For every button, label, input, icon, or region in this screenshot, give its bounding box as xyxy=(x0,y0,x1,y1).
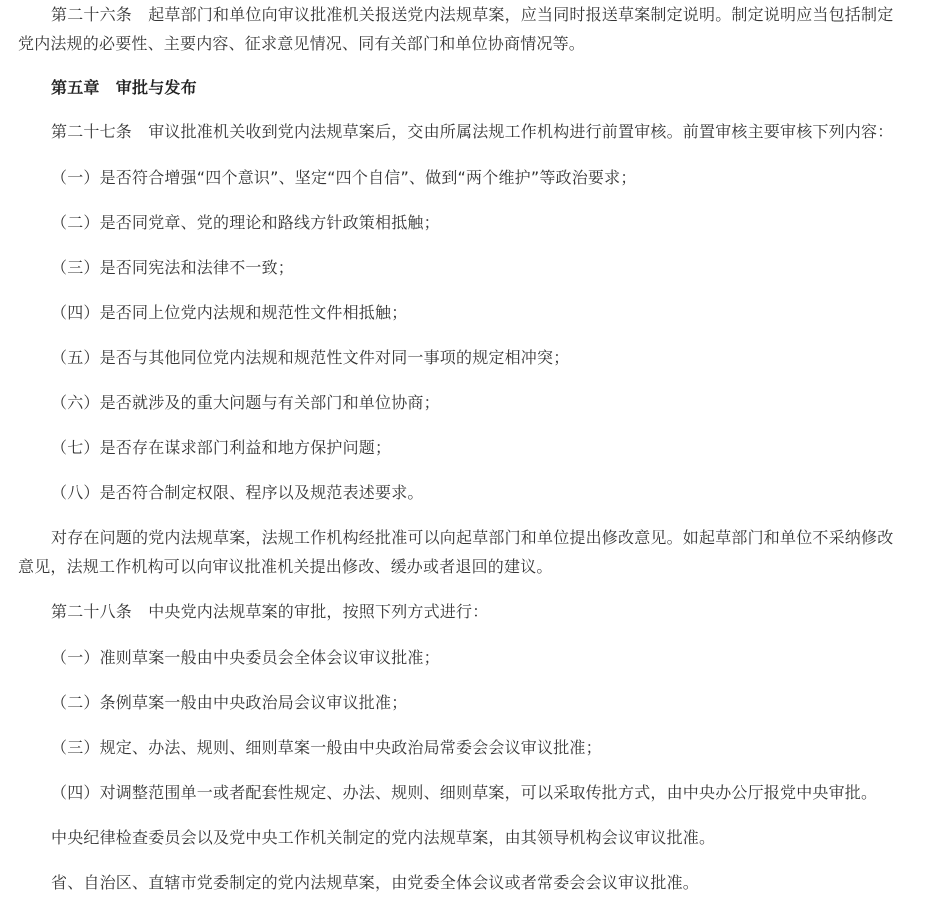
article-27-item-3: （三）是否同宪法和法律不一致； xyxy=(51,258,295,277)
article-27-paragraph: 第二十七条 审议批准机关收到党内法规草案后，交由所属法规工作机构进行前置审核。前置审核主要审核下列内容： xyxy=(51,122,894,141)
article-27-followup-paragraph: 对存在问题的党内法规草案，法规工作机构经批准可以向起草部门和单位提出修改意见。如起草部门和单位不采纳修改意见，法规工作机构可以向审议批准机关提出修改、缓办或者退回的建议。 xyxy=(18,528,894,576)
article-27-item-4: （四）是否同上位党内法规和规范性文件相抵触； xyxy=(51,303,408,322)
article-28-item-3: （三）规定、办法、规则、细则草案一般由中央政治局常委会会议审议批准； xyxy=(51,738,602,757)
article-27-item-1: （一）是否符合增强“四个意识”、坚定“四个自信”、做到“两个维护”等政治要求； xyxy=(51,168,637,187)
article-28-item-4: （四）对调整范围单一或者配套性规定、办法、规则、细则草案，可以采取传批方式，由中央办公厅报党中央审批。 xyxy=(51,783,878,802)
article-27-item-8: （八）是否符合制定权限、程序以及规范表述要求。 xyxy=(51,483,424,502)
article-27-item-2: （二）是否同党章、党的理论和路线方针政策相抵触； xyxy=(51,213,440,232)
article-26-paragraph: 第二十六条 起草部门和单位向审议批准机关报送党内法规草案，应当同时报送草案制定说明。制定说明应当包括制定党内法规的必要性、主要内容、征求意见情况、同有关部门和单位协商情况等。 xyxy=(18,5,894,53)
article-27-item-7: （七）是否存在谋求部门利益和地方保护问题； xyxy=(51,438,392,457)
chapter-5-heading: 第五章 审批与发布 xyxy=(51,78,197,97)
article-27-item-6: （六）是否就涉及的重大问题与有关部门和单位协商； xyxy=(51,393,440,412)
article-27-item-5: （五）是否与其他同位党内法规和规范性文件对同一事项的规定相冲突； xyxy=(51,348,570,367)
article-28-item-1: （一）准则草案一般由中央委员会全体会议审议批准； xyxy=(51,648,440,667)
central-commission-paragraph: 中央纪律检查委员会以及党中央工作机关制定的党内法规草案，由其领导机构会议审议批准。 xyxy=(51,828,716,847)
article-28-paragraph: 第二十八条 中央党内法规草案的审批，按照下列方式进行： xyxy=(51,602,489,621)
article-28-item-2: （二）条例草案一般由中央政治局会议审议批准； xyxy=(51,693,408,712)
provincial-paragraph: 省、自治区、直辖市党委制定的党内法规草案，由党委全体会议或者常委会会议审议批准。 xyxy=(51,873,700,892)
